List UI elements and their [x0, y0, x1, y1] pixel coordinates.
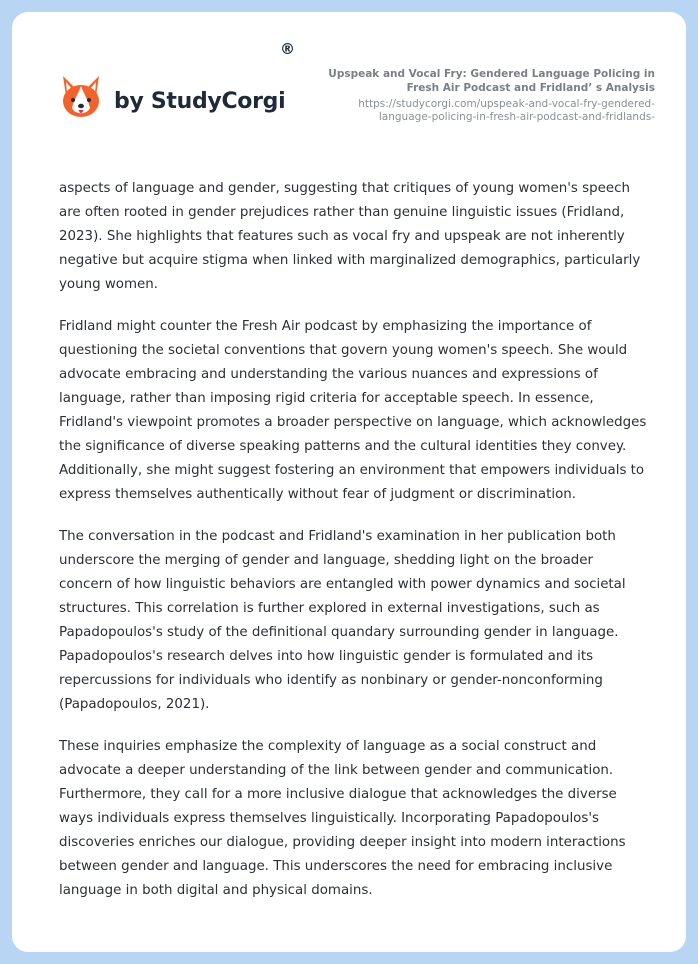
- body-paragraph-4: These inquiries emphasize the complexity of language as a social construct and advocate a deeper understanding of the link between gender and communication. Furthermore, they call for a more inclusive dialogue that acknowledges the diverse ways individuals express themselves linguistically. Incorporating Papadopoulos's discoveries enriches our dialogue, providing deeper insight into modern interactions between gender and language. This underscores the need for embracing inclusive language in both digital and physical domains.: [59, 739, 626, 898]
- corgi-logo-icon: [60, 74, 102, 120]
- document-body: [59, 177, 649, 921]
- body-paragraph-3: The conversation in the podcast and Fridland's examination in her publication both underscore the merging of gender and language, shedding light on the broader concern of how linguistic behaviors are entangled with power dynamics and societal structures. This correlation is further explored in external investigations, such as Papadopoulos's study of the definitional quandary surrounding gender in language. Papadopoulos's research delves into how linguistic gender is formulated and its repercussions for individuals who identify as nonbinary or gender-nonconforming (Papadopoulos, 2021).: [59, 529, 626, 712]
- document-title: [315, 67, 655, 95]
- body-paragraph-2: Fridland might counter the Fresh Air podcast by emphasizing the importance of questioning the societal conventions that govern young women's speech. She would advocate embracing and understanding the various nuances and expressions of language, rather than imposing rigid criteria for acceptable speech. In essence, Fridland's viewpoint promotes a broader perspective on language, which acknowledges the significance of diverse speaking patterns and the cultural identities they convey. Additionally, she might suggest fostering an environment that empowers individuals to express themselves authentically without fear of judgment or discrimination.: [59, 319, 647, 502]
- document-title-line-2: Fresh Air Podcast and Fridland’ s Analysis: [406, 82, 655, 94]
- body-paragraph-1: aspects of language and gender, suggesting that critiques of young women's speech are often rooted in gender prejudices rather than genuine linguistic issues (Fridland, 2023). She highlights that features such as vocal fry and upspeak are not inherently negative but acquire stigma when linked with marginalized demographics, particularly young women.: [59, 181, 641, 292]
- document-url[interactable]: [315, 98, 655, 124]
- document-page: [12, 12, 686, 952]
- document-url-line-1: https://studycorgi.com/upspeak-and-vocal-fry-gendered-: [358, 98, 655, 110]
- document-header-info: [315, 67, 655, 124]
- studycorgi-logo[interactable]: [60, 74, 285, 120]
- document-title-line-1: Upspeak and Vocal Fry: Gendered Language Policing in: [328, 68, 655, 80]
- brand-name: by StudyCorgi: [114, 88, 286, 114]
- document-url-line-2: language-policing-in-fresh-air-podcast-and-fridlands-: [378, 111, 655, 123]
- registered-mark: ®: [280, 40, 295, 58]
